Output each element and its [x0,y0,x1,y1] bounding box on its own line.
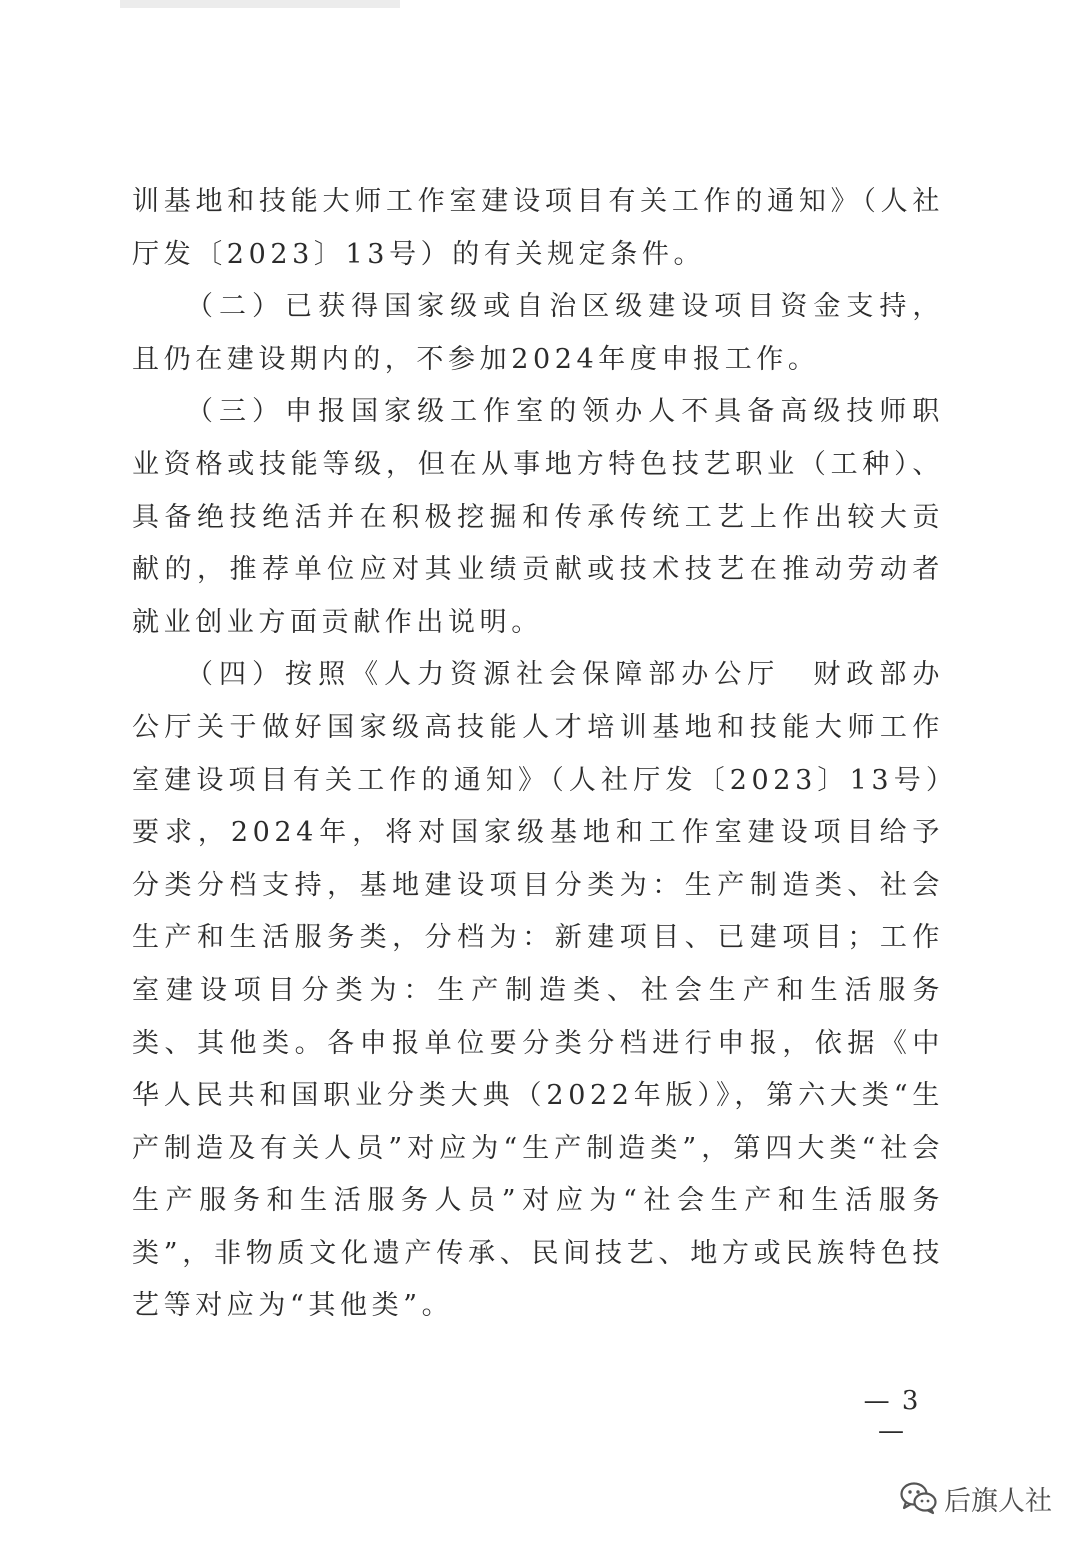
watermark-label: 后旗人社 [944,1485,1052,1517]
paragraph-continuation: 训基地和技能大师工作室建设项目有关工作的通知》（人社厅发〔2023〕13号）的有关规定条件。 [132,186,944,270]
wechat-watermark [900,1478,1052,1518]
wechat-icon [900,1481,938,1515]
page-number: — 3 — [863,1386,921,1446]
paragraph-item-4: （四）按照《人力资源社会保障部办公厅 财政部办公厅关于做好国家级高技能人才培训基地和技能大师工作室建设项目有关工作的通知》（人社厅发〔2023〕13号）要求，2024年，将对国家级基地和工作室建设项目给予分类分档支持，基地建设项目分类为：生产制造类、社会生产和生活服务类，分档为：新建项目、已建项目；工作室建设项目分类为：生产制造类、社会生产和生活服务类、其他类。各申报单位要分类分档进行申报，依据《中华人民共和国职业分类大典（2022年版）》，第六大类“生产制造及有关人员”对应为“生产制造类”，第四大类“社会生产服务和生活服务人员”对应为“社会生产和生活服务类”，非物质文化遗产传承、民间技艺、地方或民族特色技艺等对应为“其他类”。 [132,659,944,1322]
paragraph-item-3: （三）申报国家级工作室的领办人不具备高级技师职业资格或技能等级，但在从事地方特色技艺职业（工种）、具备绝技绝活并在积极挖掘和传承传统工艺上作出较大贡献的，推荐单位应对其业绩贡献或技术技艺在推动劳动者就业创业方面贡献作出说明。 [132,396,944,638]
document-body [132,176,944,1333]
top-edge-strip [120,0,400,8]
paragraph-item-2: （二）已获得国家级或自治区级建设项目资金支持，且仍在建设期内的，不参加2024年度申报工作。 [132,291,944,375]
